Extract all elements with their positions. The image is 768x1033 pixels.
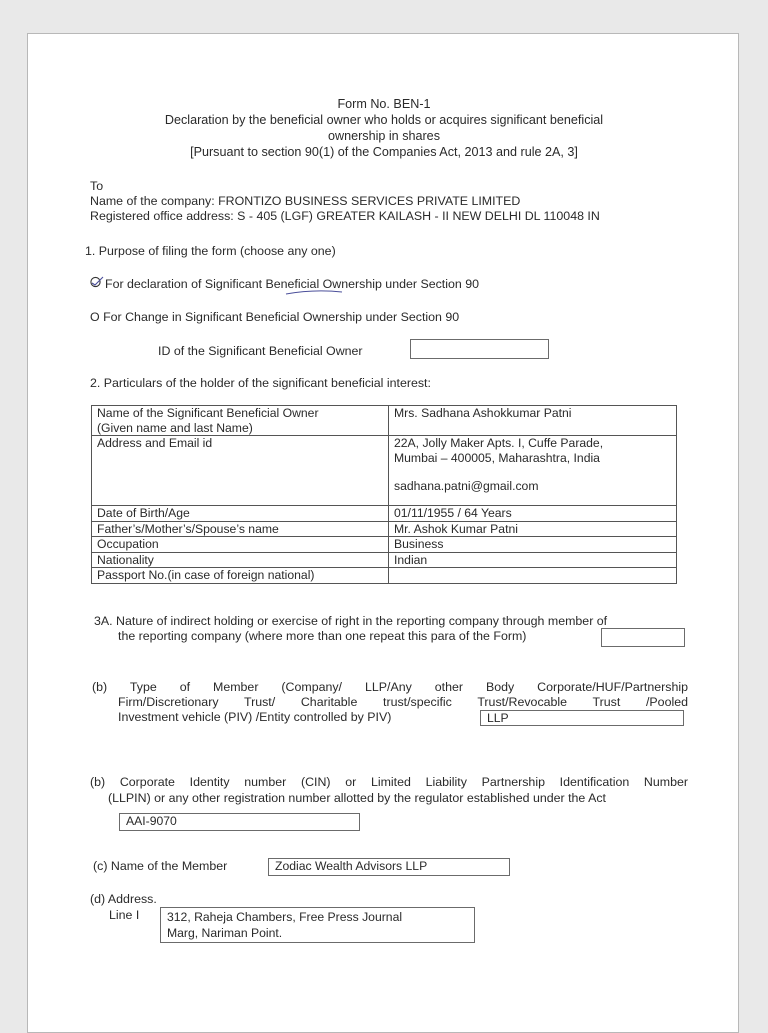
dob-label: Date of Birth/Age [92, 506, 389, 522]
registered-office: Registered office address: S - 405 (LGF) GREATER KAILASH - II NEW DELHI DL 110048 IN [90, 209, 600, 223]
handwritten-underline-icon [284, 288, 344, 296]
radio-option1[interactable] [89, 274, 103, 288]
address-line-label: Line I [109, 908, 140, 922]
sbo-id-field[interactable] [410, 339, 549, 359]
section2-heading: 2. Particulars of the holder of the significant beneficial interest: [90, 376, 431, 390]
section3b-type-line1: (b) Type of Member (Company/ LLP/Any other Body Corporate/HUF/Partnership [92, 680, 688, 694]
owner-name-label: Name of the Significant Beneficial Owner [97, 406, 319, 420]
sbo-id-label: ID of the Significant Beneficial Owner [158, 344, 363, 358]
member-address-label: (d) Address. [90, 892, 157, 906]
owner-name-value: Mrs. Sadhana Ashokkumar Patni [389, 406, 677, 436]
section3b-cin-line1: (b) Corporate Identity number (CIN) or Limited Liability Partnership Identification Number [90, 775, 688, 789]
table-row [92, 506, 677, 522]
table-row [92, 521, 677, 537]
section3a-line1: 3A. Nature of indirect holding or exercise of right in the reporting company through member of [94, 614, 608, 628]
nationality-label: Nationality [92, 552, 389, 568]
occupation-value: Business [389, 537, 677, 553]
nationality-value: Indian [389, 552, 677, 568]
table-row [92, 568, 677, 584]
member-name-label: (c) Name of the Member [93, 859, 228, 873]
section3b-type-line2: Firm/Discretionary Trust/ Charitable trust/specific Trust/Revocable Trust /Pooled [118, 695, 688, 709]
tick-mark-icon [89, 274, 105, 290]
address-line2: Mumbai – 400005, Maharashtra, India [394, 450, 600, 465]
table-row [92, 537, 677, 553]
email-value: sadhana.patni@gmail.com [394, 479, 539, 493]
member-name-field[interactable]: Zodiac Wealth Advisors LLP [268, 858, 510, 876]
member-address-line2: Marg, Nariman Point. [167, 925, 283, 940]
cin-field[interactable]: AAI-9070 [119, 813, 360, 831]
section3b-cin-line2: (LLPIN) or any other registration number allotted by the regulator established under the Act [108, 791, 606, 805]
table-row [92, 436, 677, 506]
form-title-line1: Declaration by the beneficial owner who holds or acquires significant beneficial [164, 113, 604, 127]
member-address-line1: 312, Raheja Chambers, Free Press Journal [167, 910, 403, 924]
table-row [92, 406, 677, 436]
form-title-line2: ownership in shares [327, 129, 440, 143]
beneficial-owner-table [91, 405, 677, 584]
address-label: Address and Email id [92, 436, 389, 506]
section3b-type-line3: Investment vehicle (PIV) /Entity controlled by PIV) [118, 710, 392, 724]
option1-label: For declaration of Significant Beneficial Ownership under Section 90 [105, 277, 479, 291]
section3a-line2: the reporting company (where more than one repeat this para of the Form) [118, 629, 527, 643]
form-number: Form No. BEN-1 [337, 97, 431, 111]
occupation-label: Occupation [92, 537, 389, 553]
relation-value: Mr. Ashok Kumar Patni [389, 521, 677, 537]
passport-label: Passport No.(in case of foreign national) [92, 568, 389, 584]
relation-label: Father’s/Mother’s/Spouse’s name [92, 521, 389, 537]
dob-value: 01/11/1955 / 64 Years [389, 506, 677, 522]
table-row [92, 552, 677, 568]
form-sheet [27, 33, 739, 1033]
owner-name-sublabel: (Given name and last Name) [97, 420, 253, 435]
section1-heading: 1. Purpose of filing the form (choose any one) [85, 244, 336, 258]
address-value [389, 436, 677, 506]
option2-label[interactable]: O For Change in Significant Beneficial Ownership under Section 90 [90, 310, 460, 324]
member-type-field[interactable]: LLP [480, 710, 684, 726]
address-line1: 22A, Jolly Maker Apts. I, Cuffe Parade, [394, 436, 604, 450]
indirect-holding-field[interactable] [601, 628, 685, 647]
label-cell [92, 406, 389, 436]
member-address-field[interactable] [160, 907, 475, 943]
addressee-to: To [90, 179, 104, 193]
passport-value [389, 568, 677, 584]
company-name: Name of the company: FRONTIZO BUSINESS SERVICES PRIVATE LIMITED [90, 194, 521, 208]
form-pursuant: [Pursuant to section 90(1) of the Companies Act, 2013 and rule 2A, 3] [190, 145, 578, 159]
